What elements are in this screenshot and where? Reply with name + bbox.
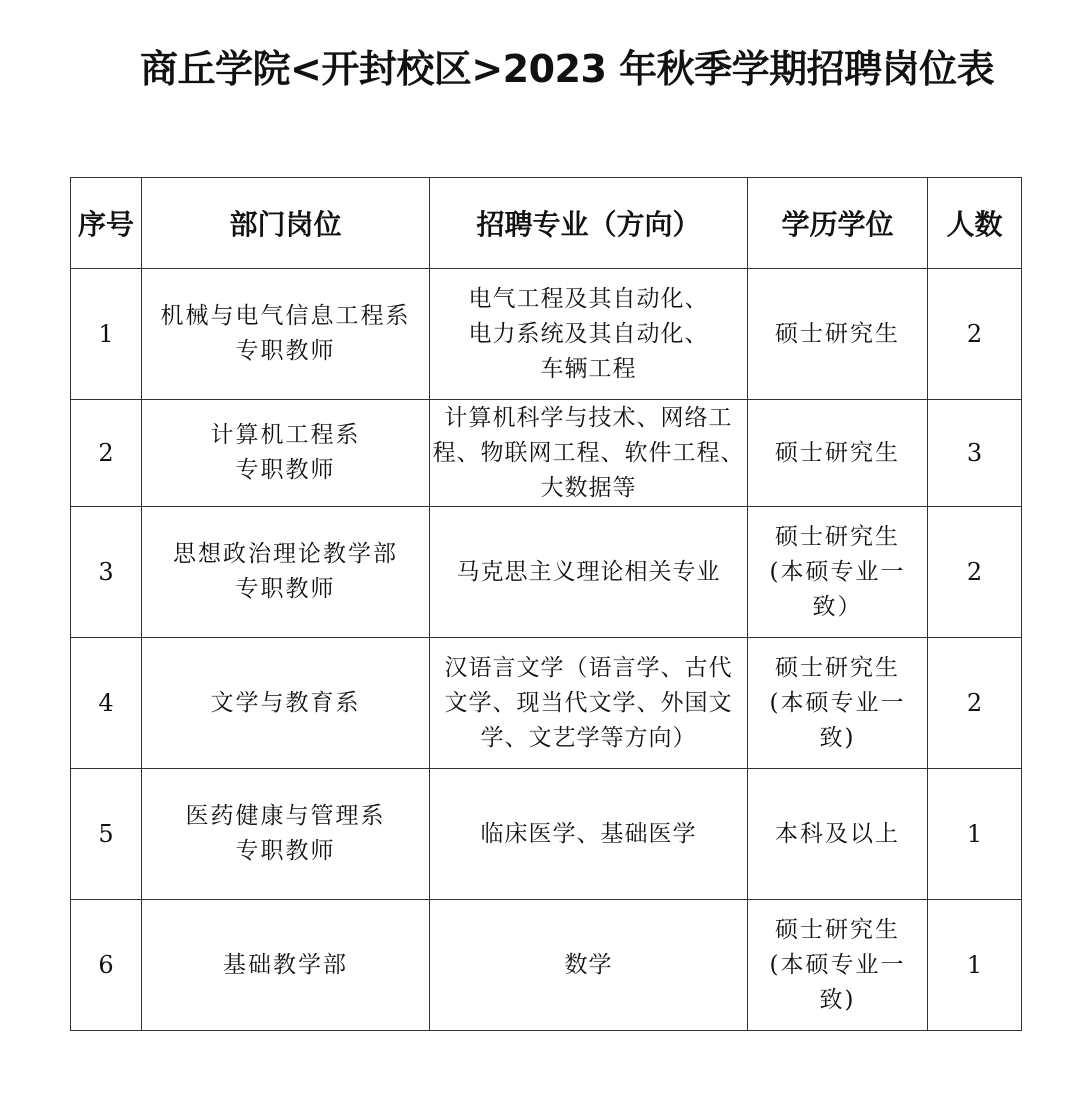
department-line: 思想政治理论教学部 [173, 541, 398, 567]
table-row [71, 900, 1022, 1031]
row-degree [748, 638, 928, 769]
row-department [142, 900, 430, 1031]
row-count: 1 [928, 769, 1022, 900]
row-index: 2 [71, 400, 142, 507]
degree-line: 致） [812, 593, 863, 620]
degree-line: 硕士研究生 [775, 523, 900, 550]
row-index: 4 [71, 638, 142, 769]
department-line: 文学与教育系 [210, 689, 361, 716]
degree-line: (本硕专业一 [769, 951, 906, 978]
department-line: 机械与电气信息工程系 [160, 303, 411, 329]
table-row [71, 769, 1022, 900]
row-major [430, 507, 748, 638]
degree-line: 本科及以上 [775, 820, 900, 847]
row-major [430, 400, 748, 507]
row-department [142, 769, 430, 900]
degree-line: 硕士研究生 [775, 439, 900, 466]
header-major: 招聘专业（方向） [430, 178, 748, 269]
major-line: 文学、现当代文学、外国文 [444, 689, 733, 716]
major-line: 电力系统及其自动化、 [468, 320, 709, 347]
row-count: 2 [928, 638, 1022, 769]
major-line: 学、文艺学等方向） [480, 724, 697, 751]
row-degree [748, 769, 928, 900]
degree-line: 致) [819, 986, 856, 1013]
row-major [430, 769, 748, 900]
row-count: 1 [928, 900, 1022, 1031]
table-row [71, 507, 1022, 638]
row-index: 3 [71, 507, 142, 638]
row-department [142, 269, 430, 400]
row-degree [748, 269, 928, 400]
degree-line: 致) [819, 724, 856, 751]
header-index: 序号 [71, 178, 142, 269]
table-header-row [71, 178, 1022, 269]
row-index: 1 [71, 269, 142, 400]
department-line: 基础教学部 [223, 951, 348, 978]
degree-line: 硕士研究生 [775, 654, 900, 681]
row-department [142, 638, 430, 769]
major-line: 马克思主义理论相关专业 [456, 558, 721, 585]
major-line: 大数据等 [540, 474, 637, 501]
row-major [430, 269, 748, 400]
row-index: 5 [71, 769, 142, 900]
header-degree: 学历学位 [748, 178, 928, 269]
department-line: 专职教师 [235, 576, 336, 602]
table-row [71, 400, 1022, 507]
row-count: 3 [928, 400, 1022, 507]
major-line: 计算机科学与技术、网络工 [444, 404, 733, 431]
row-department [142, 507, 430, 638]
department-line: 医药健康与管理系 [185, 803, 386, 829]
degree-line: 硕士研究生 [775, 916, 900, 943]
row-degree [748, 400, 928, 507]
row-major [430, 638, 748, 769]
page-title: 商丘学院<开封校区>2023 年秋季学期招聘岗位表 [140, 47, 995, 91]
header-count: 人数 [928, 178, 1022, 269]
row-degree [748, 507, 928, 638]
row-major [430, 900, 748, 1031]
major-line: 数学 [564, 951, 613, 978]
department-line: 专职教师 [235, 838, 336, 864]
major-line: 汉语言文学（语言学、古代 [444, 654, 733, 681]
row-degree [748, 900, 928, 1031]
row-index: 6 [71, 900, 142, 1031]
major-line: 电气工程及其自动化、 [468, 285, 709, 312]
table-row [71, 269, 1022, 400]
major-line: 临床医学、基础医学 [480, 820, 697, 847]
row-department [142, 400, 430, 507]
department-line: 计算机工程系 [210, 422, 361, 448]
recruitment-table [70, 177, 1022, 1031]
row-count: 2 [928, 269, 1022, 400]
major-line: 车辆工程 [540, 355, 637, 382]
major-line: 程、物联网工程、软件工程、 [432, 439, 745, 466]
row-count: 2 [928, 507, 1022, 638]
table-row [71, 638, 1022, 769]
header-department: 部门岗位 [142, 178, 430, 269]
degree-line: (本硕专业一 [769, 689, 906, 716]
degree-line: (本硕专业一 [769, 558, 906, 585]
department-line: 专职教师 [235, 457, 336, 483]
degree-line: 硕士研究生 [775, 320, 900, 347]
department-line: 专职教师 [235, 338, 336, 364]
